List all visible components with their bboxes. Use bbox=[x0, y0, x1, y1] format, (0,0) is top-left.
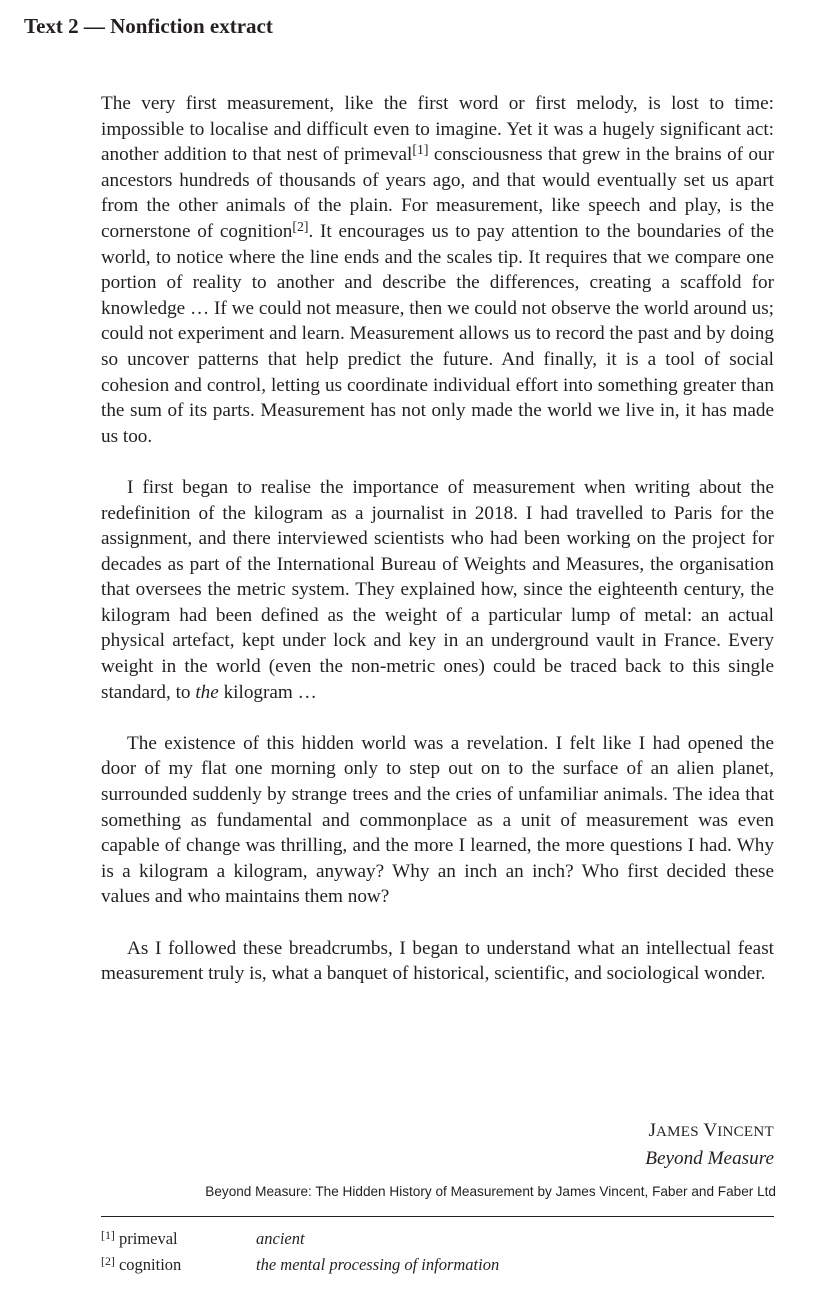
source-credit: Beyond Measure: The Hidden History of Measurement by James Vincent, Faber and Faber Ltd bbox=[205, 1184, 776, 1199]
author-first-rest: AMES bbox=[656, 1124, 699, 1140]
paragraph-2-text-a: I first began to realise the importance of measurement when writing about the redefinition of the kilogram as a journalist in 2018. I had travelled to Paris for the assignment, and there interviewed scientists who had been working on the project for decades as part of the International Bureau of Weights and Measures, the organisation that oversees the metric system. They explained how, since the eighteenth century, the kilogram had been defined as the weight of a particular lump of metal: an actual physical artefact, kept under lock and key in an underground vault in France. Every weight in the world (even the non-metric ones) could be traced back to this single standard, to bbox=[101, 476, 774, 703]
author-last-rest: INCENT bbox=[717, 1124, 774, 1140]
author-first-initial: J bbox=[648, 1120, 657, 1141]
footnote-marker-1: [1] bbox=[412, 142, 429, 158]
author-last-initial: V bbox=[703, 1120, 718, 1141]
paragraph-4: As I followed these breadcrumbs, I began to understand what an intellectual feast measurement truly is, what a banquet of historical, scientific, and sociological wonder. bbox=[101, 937, 774, 985]
book-title: Beyond Measure bbox=[645, 1147, 774, 1169]
glossary-term-2-text: cognition bbox=[114, 1255, 182, 1274]
paragraph-2 bbox=[101, 475, 774, 705]
glossary-definition-1: ancient bbox=[256, 1229, 305, 1248]
section-heading: Text 2 — Nonfiction extract bbox=[24, 14, 273, 38]
glossary-marker-2: [2] bbox=[101, 1254, 115, 1269]
glossary-definition-2: the mental processing of information bbox=[256, 1255, 500, 1274]
attribution bbox=[645, 1118, 774, 1171]
glossary-term-1 bbox=[101, 1229, 178, 1249]
extract-body bbox=[101, 91, 774, 1012]
author-name bbox=[645, 1118, 774, 1146]
glossary-marker-1: [1] bbox=[101, 1228, 115, 1243]
glossary-term-2 bbox=[101, 1255, 181, 1275]
footnote-marker-2: [2] bbox=[292, 219, 309, 235]
paragraph-1-text-c: . It encourages us to pay attention to the boundaries of the world, to notice where the line ends and the scales tip. It requires that we compare one portion of reality to another and describe the differences, creating a scaffold for knowledge … If we could not measure, then we could not observe the world around us; could not experiment and learn. Measurement allows us to record the past and by doing so uncover patterns that help predict the future. And finally, it is a tool of social cohesion and control, letting us coordinate individual effort into something greater than the sum of its parts. Measurement has not only made the world we live in, it has made us too. bbox=[101, 220, 775, 447]
footnote-divider bbox=[101, 1216, 774, 1217]
paragraph-1 bbox=[101, 91, 774, 449]
paragraph-1-text-a: The very first measurement, like the first word or first melody, is lost to time: impossible to localise and difficult even to imagine. Yet it was a hugely significant act: another addition to that nest of primeval bbox=[101, 93, 774, 166]
glossary-term-1-text: primeval bbox=[114, 1229, 178, 1248]
paragraph-2-emphasis: the bbox=[195, 681, 219, 703]
paragraph-3: The existence of this hidden world was a revelation. I felt like I had opened the door of my flat one morning only to step out on to the surface of an alien planet, surrounded suddenly by strange trees and the cries of unfamiliar animals. The idea that something as fundamental and commonplace as a unit of measurement was even capable of change was thrilling, and the more I learned, the more questions I had. Why is a kilogram a kilogram, anyway? Why an inch an inch? Who first decided these values and who maintains them now? bbox=[101, 732, 774, 908]
paragraph-2-text-b: kilogram … bbox=[218, 681, 317, 703]
paragraph-1-text-b: consciousness that grew in the brains of our ancestors hundreds of thousands of years ago, and that would eventually set us apart from the other animals of the plain. For measurement, like speech and play, is the cornerstone of cognition bbox=[101, 144, 774, 242]
